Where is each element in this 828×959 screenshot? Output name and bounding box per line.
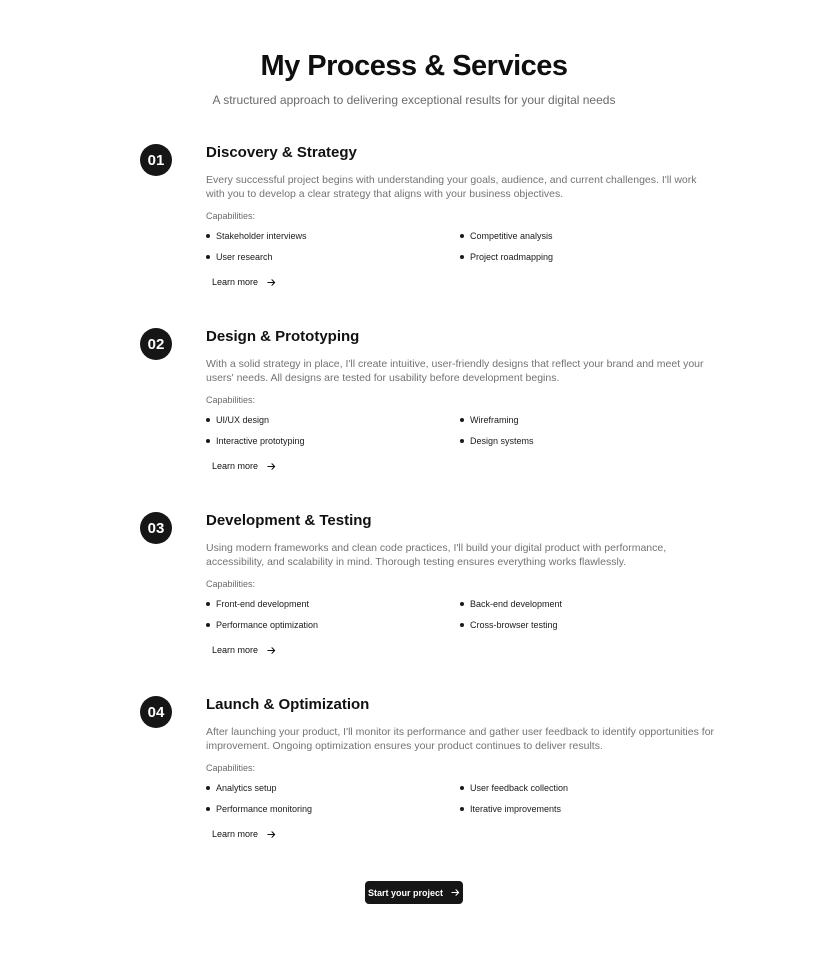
page-subtitle: A structured approach to delivering exceptional results for your digital needs bbox=[212, 93, 616, 107]
step-description: After launching your product, I'll monitor its performance and gather user feedback to identify opportunities for improvement. Ongoing optimization ensures your product continues to deliver results. bbox=[206, 726, 715, 752]
bullet-dot bbox=[206, 255, 210, 259]
capabilities-label: Capabilities: bbox=[206, 579, 256, 589]
step-description: Using modern frameworks and clean code practices, I'll build your digital product with performance, accessibility, and scalability in mind. Thorough testing ensures everything works flawlessly. bbox=[206, 542, 667, 568]
arrow-right-icon bbox=[451, 888, 460, 897]
bullet-dot bbox=[460, 234, 464, 238]
bullet-dot bbox=[206, 602, 210, 606]
step-title: Development & Testing bbox=[206, 512, 372, 529]
step-number-badge: 04 bbox=[140, 696, 172, 728]
capability-item: Analytics setup bbox=[206, 783, 277, 793]
bullet-dot bbox=[460, 255, 464, 259]
bullet-dot bbox=[460, 439, 464, 443]
capability-item: UI/UX design bbox=[206, 415, 269, 425]
capability-item: Iterative improvements bbox=[460, 804, 561, 814]
process-step-design bbox=[0, 328, 828, 498]
capability-item: Stakeholder interviews bbox=[206, 231, 307, 241]
bullet-dot bbox=[206, 418, 210, 422]
capability-item: Wireframing bbox=[460, 415, 519, 425]
learn-more-link[interactable] bbox=[206, 824, 282, 844]
capability-item: Performance monitoring bbox=[206, 804, 312, 814]
start-project-label: Start your project bbox=[367, 887, 443, 898]
learn-more-label: Learn more bbox=[212, 645, 259, 655]
learn-more-label: Learn more bbox=[212, 461, 259, 471]
learn-more-link[interactable] bbox=[206, 640, 282, 660]
bullet-dot bbox=[460, 623, 464, 627]
process-step-launch bbox=[0, 696, 828, 866]
step-number-badge: 02 bbox=[140, 328, 172, 360]
bullet-dot bbox=[460, 786, 464, 790]
capability-item: Front-end development bbox=[206, 599, 309, 609]
step-description: Every successful project begins with understanding your goals, audience, and current challenges. I'll work with you to develop a clear strategy that aligns with your business objectives. bbox=[206, 174, 697, 200]
learn-more-link[interactable] bbox=[206, 272, 282, 292]
arrow-right-icon bbox=[267, 646, 276, 655]
bullet-dot bbox=[460, 807, 464, 811]
step-number-badge: 03 bbox=[140, 512, 172, 544]
capability-item: User feedback collection bbox=[460, 783, 568, 793]
process-step-discovery bbox=[0, 144, 828, 314]
step-number-badge: 01 bbox=[140, 144, 172, 176]
bullet-dot bbox=[206, 623, 210, 627]
process-step-development bbox=[0, 512, 828, 682]
capabilities-label: Capabilities: bbox=[206, 211, 256, 221]
step-title: Design & Prototyping bbox=[206, 328, 360, 345]
bullet-dot bbox=[206, 439, 210, 443]
capability-item: Performance optimization bbox=[206, 620, 318, 630]
bullet-dot bbox=[206, 786, 210, 790]
capabilities-label: Capabilities: bbox=[206, 763, 256, 773]
capabilities-label: Capabilities: bbox=[206, 395, 256, 405]
capability-item: User research bbox=[206, 252, 273, 262]
arrow-right-icon bbox=[267, 462, 276, 471]
capability-item: Interactive prototyping bbox=[206, 436, 305, 446]
page-title: My Process & Services bbox=[260, 50, 568, 82]
bullet-dot bbox=[460, 602, 464, 606]
arrow-right-icon bbox=[267, 830, 276, 839]
start-project-button[interactable] bbox=[365, 881, 463, 904]
learn-more-link[interactable] bbox=[206, 456, 282, 476]
learn-more-label: Learn more bbox=[212, 829, 259, 839]
step-title: Launch & Optimization bbox=[206, 696, 370, 713]
capability-item: Back-end development bbox=[460, 599, 562, 609]
arrow-right-icon bbox=[267, 278, 276, 287]
capability-item: Competitive analysis bbox=[460, 231, 553, 241]
capability-item: Cross-browser testing bbox=[460, 620, 558, 630]
step-description: With a solid strategy in place, I'll create intuitive, user-friendly designs that reflect your brand and meet your users' needs. All designs are tested for usability before development begins. bbox=[206, 358, 704, 384]
capability-item: Project roadmapping bbox=[460, 252, 553, 262]
bullet-dot bbox=[206, 234, 210, 238]
learn-more-label: Learn more bbox=[212, 277, 259, 287]
bullet-dot bbox=[206, 807, 210, 811]
capability-item: Design systems bbox=[460, 436, 534, 446]
step-title: Discovery & Strategy bbox=[206, 144, 357, 161]
bullet-dot bbox=[460, 418, 464, 422]
